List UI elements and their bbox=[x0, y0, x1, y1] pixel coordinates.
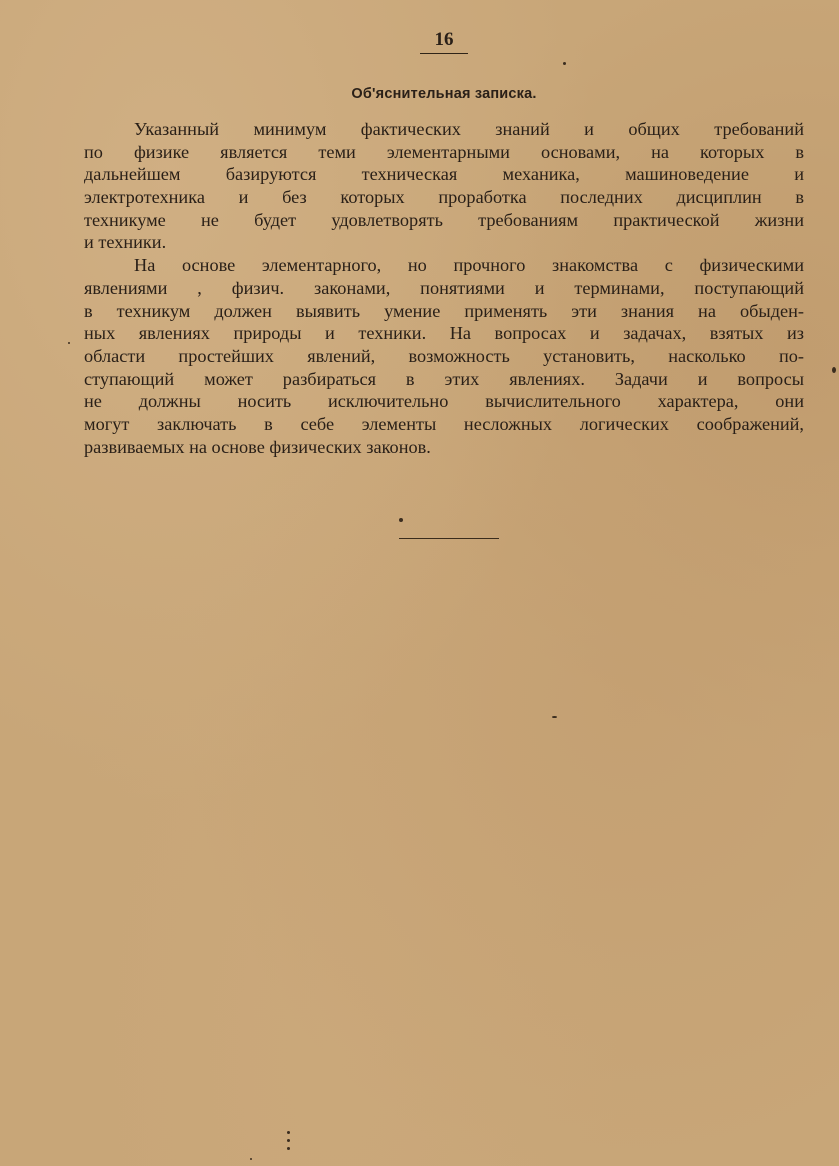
text-line: развиваемых на основе физических законов. bbox=[84, 436, 431, 457]
paper-speck bbox=[399, 518, 403, 522]
page-number: 16 bbox=[420, 29, 468, 54]
paper-speck bbox=[832, 367, 836, 373]
section-heading: Об'яснительная записка. bbox=[351, 86, 537, 102]
text-line: Указанный минимум фактических знаний и общих требований bbox=[134, 119, 804, 139]
text-line: и техники. bbox=[84, 232, 167, 253]
text-line: по физике является теми элементарными основами, на которых в bbox=[84, 141, 804, 162]
paper-speck bbox=[287, 1139, 290, 1142]
paragraph-1 bbox=[84, 118, 804, 254]
text-line: ных явлениях природы и техники. На вопросах и задачах, взятых из bbox=[84, 323, 804, 344]
paper-speck bbox=[68, 342, 70, 344]
text-line: явлениями , физич. законами, понятиями и терминами, поступающий bbox=[84, 277, 804, 298]
text-line: На основе элементарного, но прочного знакомства с физическими bbox=[134, 255, 804, 276]
text-line: не должны носить исключительно вычислительного характера, они bbox=[84, 391, 804, 412]
text-line: области простейших явлений, возможность установить, насколько по- bbox=[84, 345, 804, 366]
paper-speck bbox=[287, 1131, 290, 1134]
paper-speck bbox=[287, 1147, 290, 1150]
section-divider bbox=[399, 538, 499, 539]
body-text bbox=[84, 118, 804, 458]
text-line: в техникум должен выявить умение применять эти знания на обыден- bbox=[84, 300, 804, 321]
paper-speck bbox=[250, 1158, 252, 1160]
text-line: дальнейшем базируются техническая механика, машиноведение и bbox=[84, 164, 804, 185]
paper-speck bbox=[552, 716, 557, 718]
text-line: ступающий может разбираться в этих явлениях. Задачи и вопросы bbox=[84, 368, 804, 389]
paragraph-2 bbox=[84, 254, 804, 458]
text-line: электротехника и без которых проработка последних дисциплин в bbox=[84, 187, 804, 208]
paper-speck bbox=[563, 62, 566, 65]
text-line: техникуме не будет удовлетворять требованиям практической жизни bbox=[84, 209, 804, 230]
text-line: могут заключать в себе элементы несложных логических соображений, bbox=[84, 413, 804, 434]
